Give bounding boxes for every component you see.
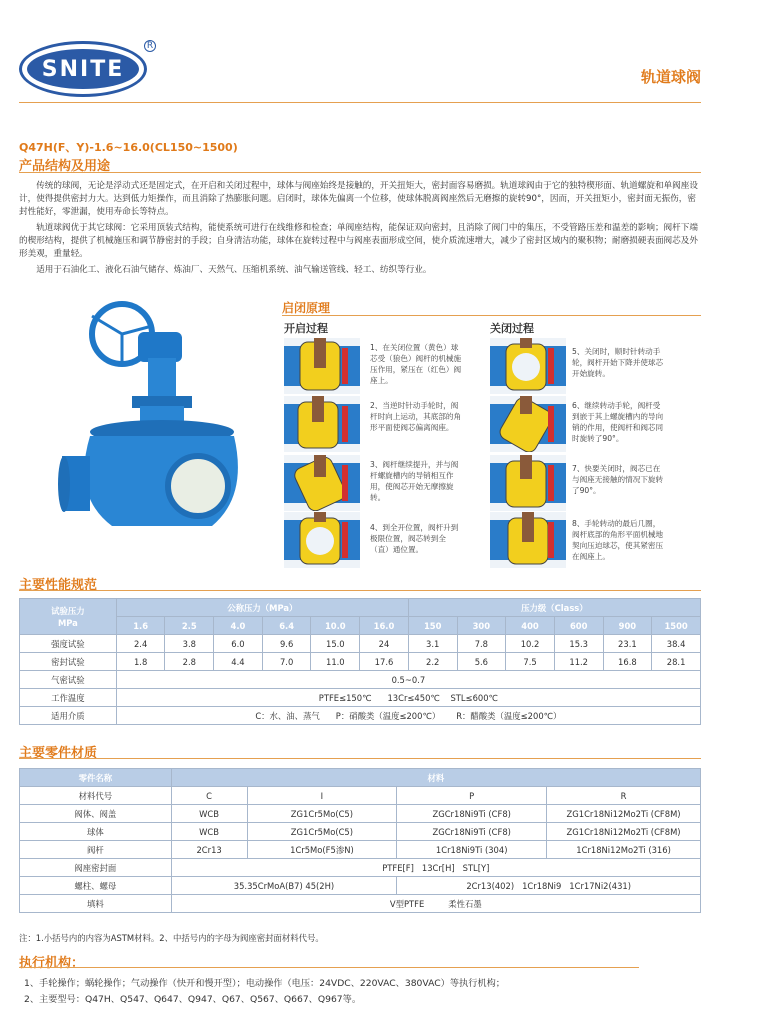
- execution-divider: [19, 967, 639, 968]
- table-cell: ZG1Cr5Mo(C5): [247, 823, 397, 841]
- table-row: [20, 841, 701, 859]
- opening-step-3-text: 3、阀杆继续提升，并与阀杆螺旋槽内的导销相互作用，使阀芯开始无摩擦旋转。: [370, 460, 459, 502]
- part-name-header: 零件名称: [20, 769, 172, 787]
- table-cell: 11.2: [554, 653, 603, 671]
- table-cell: 16.8: [603, 653, 652, 671]
- table-cell: 7.5: [506, 653, 555, 671]
- col-header: 6.4: [262, 617, 311, 635]
- footnote: 注：1.小括号内的内容为ASTM材料。2、中括号内的字母为阀座密封面材料代号。: [19, 933, 324, 943]
- table-cell: 2Cr13(402) 1Cr18Ni9 1Cr17Ni2(431): [397, 877, 701, 895]
- table-row: [20, 823, 701, 841]
- closing-step-5-image: [490, 338, 566, 394]
- table-cell: 38.4: [652, 635, 701, 653]
- row-label: 填料: [20, 895, 172, 913]
- table-cell: 5.6: [457, 653, 506, 671]
- principle-divider: [282, 315, 701, 316]
- opening-step-4-image: [284, 512, 360, 568]
- table-cell: ZGCr18Ni9Ti (CF8): [397, 823, 547, 841]
- row-label: 阀杆: [20, 841, 172, 859]
- table-cell: I: [247, 787, 397, 805]
- table-cell: WCB: [171, 805, 247, 823]
- page-title: 轨道球阀: [640, 68, 701, 86]
- material-header: 材料: [171, 769, 700, 787]
- brand-logo: [19, 41, 147, 97]
- table-cell: 7.8: [457, 635, 506, 653]
- performance-section-title: 主要性能规范: [19, 578, 98, 593]
- table-row: [20, 707, 701, 725]
- table-cell: 9.6: [262, 635, 311, 653]
- table-cell: ZG1Cr18Ni12Mo2Ti (CF8M): [547, 823, 701, 841]
- structure-paragraph-1: 传统的球阀，无论是浮动式还是固定式，在开启和关闭过程中，球体与阀座始终是接触的，开关扭矩大，密封面容易磨损。轨道球阀由于它的独特楔形面、轨道螺旋和单阀座设计，使得提供密封力大。达到低力矩操作，而且消除了热膨胀问题。启闭时，球体先偏离一个位移，使球体脱离阀座然后无磨擦的旋转90°，因而，开关扭矩小，密封面无振伤，密封性能好，零泄漏，使用寿命长等特点。: [19, 181, 698, 217]
- table-cell: ZG1Cr18Ni12Mo2Ti (CF8M): [547, 805, 701, 823]
- logo-ellipse: [27, 49, 139, 89]
- table-cell: 2Cr13: [171, 841, 247, 859]
- structure-divider: [19, 172, 701, 173]
- col-header: 900: [603, 617, 652, 635]
- row-label: 阀体、阀盖: [20, 805, 172, 823]
- opening-step-4-text: 4、到全开位置，阀杆升到极限位置，阀芯转到全（直）通位置。: [370, 523, 459, 554]
- performance-divider: [19, 590, 701, 591]
- table-cell: V型PTFE 柔性石墨: [171, 895, 700, 913]
- row-label: 密封试验: [20, 653, 117, 671]
- table-cell: 2.2: [408, 653, 457, 671]
- table-row: [20, 635, 701, 653]
- table-row: [20, 689, 701, 707]
- table-cell: PTFE≤150℃ 13Cr≤450℃ STL≤600℃: [116, 689, 700, 707]
- col-header: 150: [408, 617, 457, 635]
- row-label: 适用介质: [20, 707, 117, 725]
- table-cell: 1Cr5Mo(F5渗N): [247, 841, 397, 859]
- col-header: 300: [457, 617, 506, 635]
- brand-name: SNITE: [41, 56, 125, 82]
- table-cell: 17.6: [360, 653, 409, 671]
- table-row: [20, 653, 701, 671]
- table-cell: ZG1Cr5Mo(C5): [247, 805, 397, 823]
- table-cell: P: [397, 787, 547, 805]
- model-number: Q47H(F、Y)-1.6~16.0(CL150~1500): [19, 141, 238, 154]
- performance-head-label: 试验压力 MPa: [20, 599, 117, 635]
- closing-step-8-text: 8、手轮转动的最后几圈，阀杆底部的角形平面机械地契向压迫球芯，使其紧密压在阀座上。: [572, 519, 664, 561]
- table-row: [20, 805, 701, 823]
- table-row: [20, 895, 701, 913]
- table-cell: C: [171, 787, 247, 805]
- table-cell: 2.8: [165, 653, 214, 671]
- performance-table: [19, 598, 701, 725]
- table-row: [20, 671, 701, 689]
- row-label: 球体: [20, 823, 172, 841]
- valve-illustration: [52, 296, 242, 536]
- table-cell: ZGCr18Ni9Ti (CF8): [397, 805, 547, 823]
- structure-paragraph-2: 轨道球阀优于其它球阀：它采用顶装式结构，能使系统可进行在线维修和检查；单阀座结构，能保证双向密封，且消除了阀门中的集压，不受管路压差和温差的影响；阀杆下端的楔形结构，提供了机械施压和调节静密封的手段；自身清洁功能，球体在旋转过程中与阀座表面形成空间，使介质流速增大，减少了密封区域内的聚积物；耐磨损硬表面阀芯及外形美观，重量轻。: [19, 223, 698, 259]
- row-label: 螺柱、螺母: [20, 877, 172, 895]
- col-header: 10.0: [311, 617, 360, 635]
- table-cell: C：水、油、蒸气 P：硝酸类（温度≤200℃） R：醋酸类（温度≤200℃）: [116, 707, 700, 725]
- table-row: [20, 787, 701, 805]
- table-cell: 23.1: [603, 635, 652, 653]
- table-cell: 3.1: [408, 635, 457, 653]
- table-cell: R: [547, 787, 701, 805]
- opening-step-1-text: 1、在关闭位置（黄色）球芯受（狼色）阀杆的机械施压作用，紧压在（红色）阀座上。: [370, 343, 462, 385]
- closing-step-8-image: [490, 512, 566, 568]
- table-cell: 4.4: [214, 653, 263, 671]
- table-cell: 1.8: [116, 653, 165, 671]
- materials-table: [19, 768, 701, 913]
- execution-title: 执行机构：: [19, 956, 85, 971]
- table-cell: 7.0: [262, 653, 311, 671]
- opening-step-2-image: [284, 396, 360, 452]
- col-header: 400: [506, 617, 555, 635]
- table-row: [20, 859, 701, 877]
- row-label: 工作温度: [20, 689, 117, 707]
- table-cell: 11.0: [311, 653, 360, 671]
- pressure-class-header: 压力级（Class）: [408, 599, 700, 617]
- closing-step-6-text: 6、继续转动手轮，阀杆受到嵌于其上螺旋槽内的导向销的作用，使阀杆和阀芯同时旋转了90°。: [572, 401, 664, 443]
- table-cell: 3.8: [165, 635, 214, 653]
- closing-step-5-text: 5、关闭时，顺时针转动手轮，阀杆开始下降并使球芯开始旋转。: [572, 347, 664, 378]
- table-cell: 24: [360, 635, 409, 653]
- table-cell: 0.5~0.7: [116, 671, 700, 689]
- table-cell: WCB: [171, 823, 247, 841]
- table-cell: 1Cr18Ni9Ti (304): [397, 841, 547, 859]
- opening-step-1-image: [284, 338, 360, 394]
- materials-divider: [19, 758, 701, 759]
- structure-paragraph-3: 适用于石油化工、液化石油气储存、炼油厂、天然气、压缩机系统、油气输送管线、轻工、纺织等行业。: [36, 265, 432, 275]
- col-header: 1.6: [116, 617, 165, 635]
- nominal-pressure-header: 公称压力（MPa）: [116, 599, 408, 617]
- closing-step-7-image: [490, 455, 566, 511]
- table-cell: 28.1: [652, 653, 701, 671]
- header-divider: [19, 102, 701, 103]
- principle-title: 启闭原理: [282, 301, 331, 315]
- col-header: 600: [554, 617, 603, 635]
- table-cell: 10.2: [506, 635, 555, 653]
- col-header: 4.0: [214, 617, 263, 635]
- col-header: 2.5: [165, 617, 214, 635]
- closing-step-7-text: 7、快要关闭时，阀芯已在与阀座无接触的情况下旋转了90°。: [572, 464, 664, 495]
- opening-step-2-text: 2、当逆时针动手轮时，阀杆时向上运动，其底部的角形平面使阀芯偏离阀座。: [370, 401, 462, 432]
- closing-process-title: 关闭过程: [490, 322, 534, 335]
- col-header: 1500: [652, 617, 701, 635]
- table-cell: 6.0: [214, 635, 263, 653]
- opening-process-title: 开启过程: [284, 322, 328, 335]
- table-cell: 2.4: [116, 635, 165, 653]
- closing-step-6-image: [490, 396, 566, 452]
- execution-item-1: 1、手轮操作；蜗轮操作；气动操作（快开和慢开型）；电动操作（电压：24VDC、220VAC、380VAC）等执行机构；: [24, 978, 505, 989]
- opening-step-3-image: [284, 455, 360, 511]
- row-label: 材料代号: [20, 787, 172, 805]
- row-label: 气密试验: [20, 671, 117, 689]
- table-cell: 15.0: [311, 635, 360, 653]
- registered-mark: R: [144, 40, 156, 52]
- table-cell: 1Cr18Ni12Mo2Ti (316): [547, 841, 701, 859]
- table-cell: 15.3: [554, 635, 603, 653]
- table-row: [20, 877, 701, 895]
- table-cell: 35.35CrMoA(B7) 45(2H): [171, 877, 397, 895]
- structure-section-title: 产品结构及用途: [19, 159, 111, 174]
- materials-section-title: 主要零件材质: [19, 746, 98, 761]
- col-header: 16.0: [360, 617, 409, 635]
- execution-item-2: 2、主要型号：Q47H、Q547、Q647、Q947、Q67、Q567、Q667、Q967等。: [24, 994, 362, 1005]
- row-label: 强度试验: [20, 635, 117, 653]
- row-label: 阀座密封面: [20, 859, 172, 877]
- table-cell: PTFE[F] 13Cr[H] STL[Y]: [171, 859, 700, 877]
